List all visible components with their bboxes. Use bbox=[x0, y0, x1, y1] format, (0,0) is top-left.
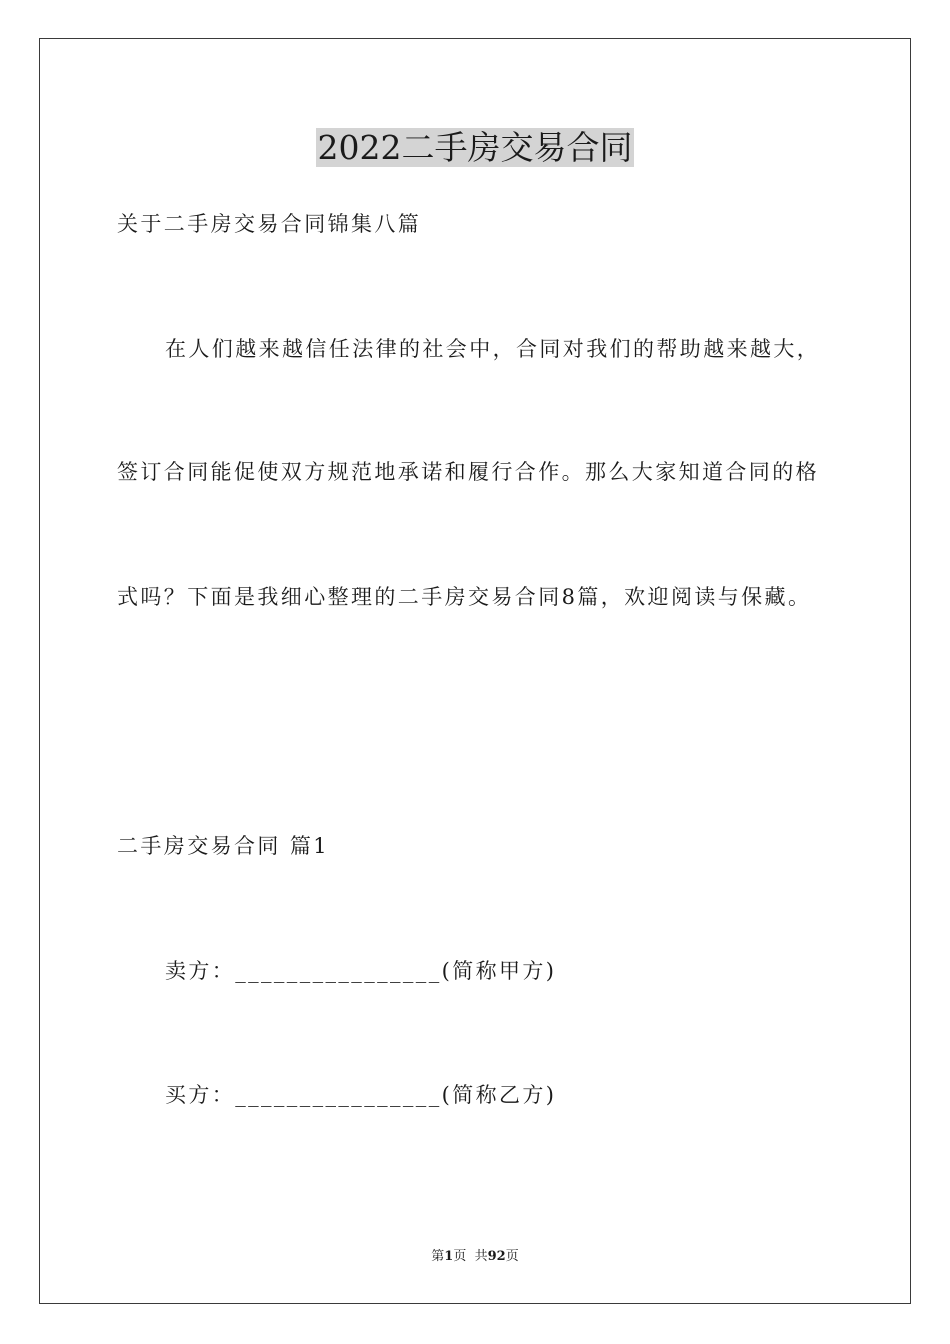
document-title-text: 2022二手房交易合同 bbox=[317, 128, 633, 167]
footer-total-pages: 92 bbox=[487, 1249, 506, 1264]
intro-line-3: 式吗？下面是我细心整理的二手房交易合同8篇，欢迎阅读与保藏。 bbox=[117, 585, 812, 609]
page-footer bbox=[0, 1248, 950, 1266]
footer-page-mid: 页 共 bbox=[453, 1249, 488, 1264]
document-subtitle: 关于二手房交易合同锦集八篇 bbox=[117, 212, 422, 236]
document-title bbox=[0, 128, 950, 168]
intro-line-2: 签订合同能促使双方规范地承诺和履行合作。那么大家知道合同的格 bbox=[117, 460, 819, 484]
section-heading: 二手房交易合同 篇1 bbox=[117, 834, 330, 858]
footer-page-prefix: 第 bbox=[431, 1249, 445, 1264]
buyer-line: 买方：________________(简称乙方) bbox=[165, 1083, 557, 1107]
seller-line: 卖方：________________(简称甲方) bbox=[165, 959, 557, 983]
intro-line-1: 在人们越来越信任法律的社会中，合同对我们的帮助越来越大， bbox=[165, 337, 821, 361]
footer-page-number: 1 bbox=[444, 1249, 454, 1264]
footer-page-suffix: 页 bbox=[505, 1249, 519, 1264]
